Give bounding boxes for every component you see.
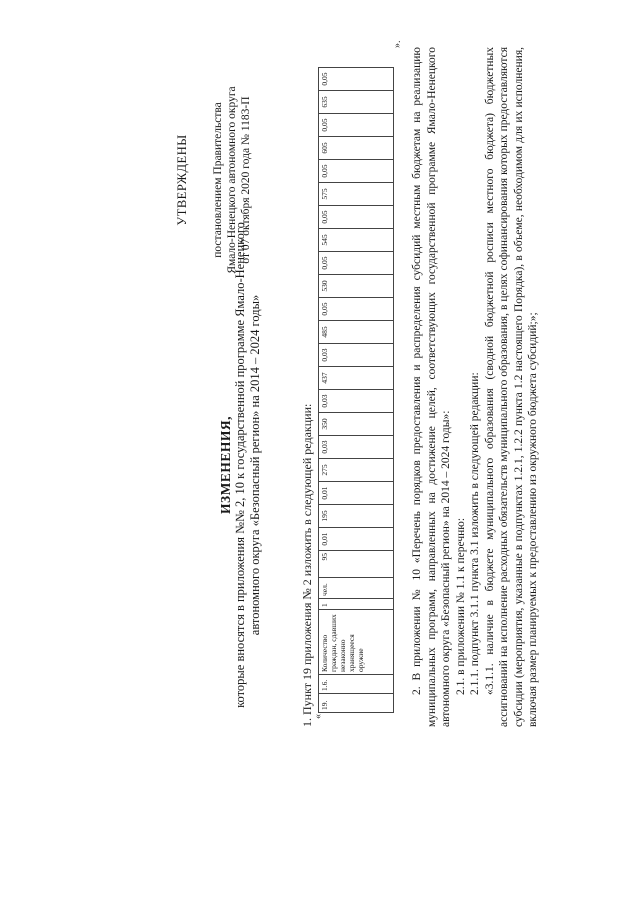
heading-line: автономного округа «Безопасный регион» на 2014 – 2024 годы»	[248, 294, 262, 636]
cell-unit: чел.	[319, 578, 394, 599]
cell-value: 0,01	[319, 528, 394, 551]
paragraph-2-1: 2.1. в приложении № 1.1 к перечню:	[454, 517, 467, 695]
approval-line: постановлением Правительства	[212, 102, 224, 258]
cell-value: 605	[319, 137, 394, 160]
table-close-quote: ».	[392, 40, 403, 48]
body-text	[410, 47, 541, 727]
cell-value: 545	[319, 229, 394, 252]
cell-value: 0,05	[319, 206, 394, 229]
cell-value: 485	[319, 321, 394, 344]
cell-value: 635	[319, 91, 394, 114]
cell-value: 0,03	[319, 436, 394, 459]
indicator-table	[318, 67, 394, 713]
cell-base-value: 95	[319, 551, 394, 578]
cell-value: 195	[319, 505, 394, 528]
cell-value: 0,05	[319, 298, 394, 321]
cell-value: 0,01	[319, 482, 394, 505]
paragraph-2-1-1: 2.1.1. подпункт 3.1.1 пункта 3.1 изложить в следующей редакции:	[469, 372, 481, 695]
document-title: ИЗМЕНЕНИЯ,	[218, 416, 233, 515]
approval-title: УТВЕРЖДЕНЫ	[175, 134, 189, 226]
cell-value: 275	[319, 459, 394, 482]
paragraph-1: 1. Пункт 19 приложения № 2 изложить в следующей редакции:	[300, 403, 314, 727]
cell-value: 575	[319, 183, 394, 206]
cell-value: 0,05	[319, 160, 394, 183]
paragraph-3-1-1: «3.1.1. наличие в бюджете муниципального образования (сводной бюджетной росписи местного бюджета) бюджетных ассигнований на исполнение расходных обязательств муниципального образования, в целях софинансирования которых предоставляются субсидии (мероприятия, указанные в подпунктах 1.2.1, 1.2.2 пункта 1.2 настоящего Порядка), в объеме, необходимом для их исполнения, включая размер планируемых к предоставлению из окружного бюджета субсидий;»;	[483, 47, 539, 727]
approval-line: от 07 октября 2020 года № 1183-П	[240, 96, 252, 264]
document-heading	[218, 185, 263, 745]
cell-number: 19.	[319, 694, 394, 713]
cell-value: 530	[319, 275, 394, 298]
cell-value: 437	[319, 367, 394, 390]
cell-value: 0,05	[319, 68, 394, 91]
cell-value: 350	[319, 413, 394, 436]
paragraph-2: 2. В приложении № 10 «Перечень порядков предоставления и распределения субсидий местным бюджетам на реализацию муниципальных программ, направленных на достижение целей, соответствующих государственной программе Ямало-Ненецкого автономного округа «Безопасный регион» на 2014 – 2024 годы»:	[411, 47, 452, 727]
cell-value: 0,03	[319, 344, 394, 367]
cell-value: 0,05	[319, 114, 394, 137]
approval-line: Ямало-Ненецкого автономного округа	[226, 86, 238, 274]
cell-indicator-name: Количество граждан, сдавших незаконно хранящееся оружие	[319, 610, 394, 675]
table-open-quote: «	[313, 714, 324, 719]
table-row	[319, 68, 394, 713]
cell-subnumber: 1.6.	[319, 675, 394, 694]
cell-value: 0,03	[319, 390, 394, 413]
heading-line: которые вносятся в приложения №№ 2, 10 к государственной программе Ямало-Ненецкого	[233, 222, 247, 708]
cell-value: 0,05	[319, 252, 394, 275]
cell-code: 1	[319, 599, 394, 610]
